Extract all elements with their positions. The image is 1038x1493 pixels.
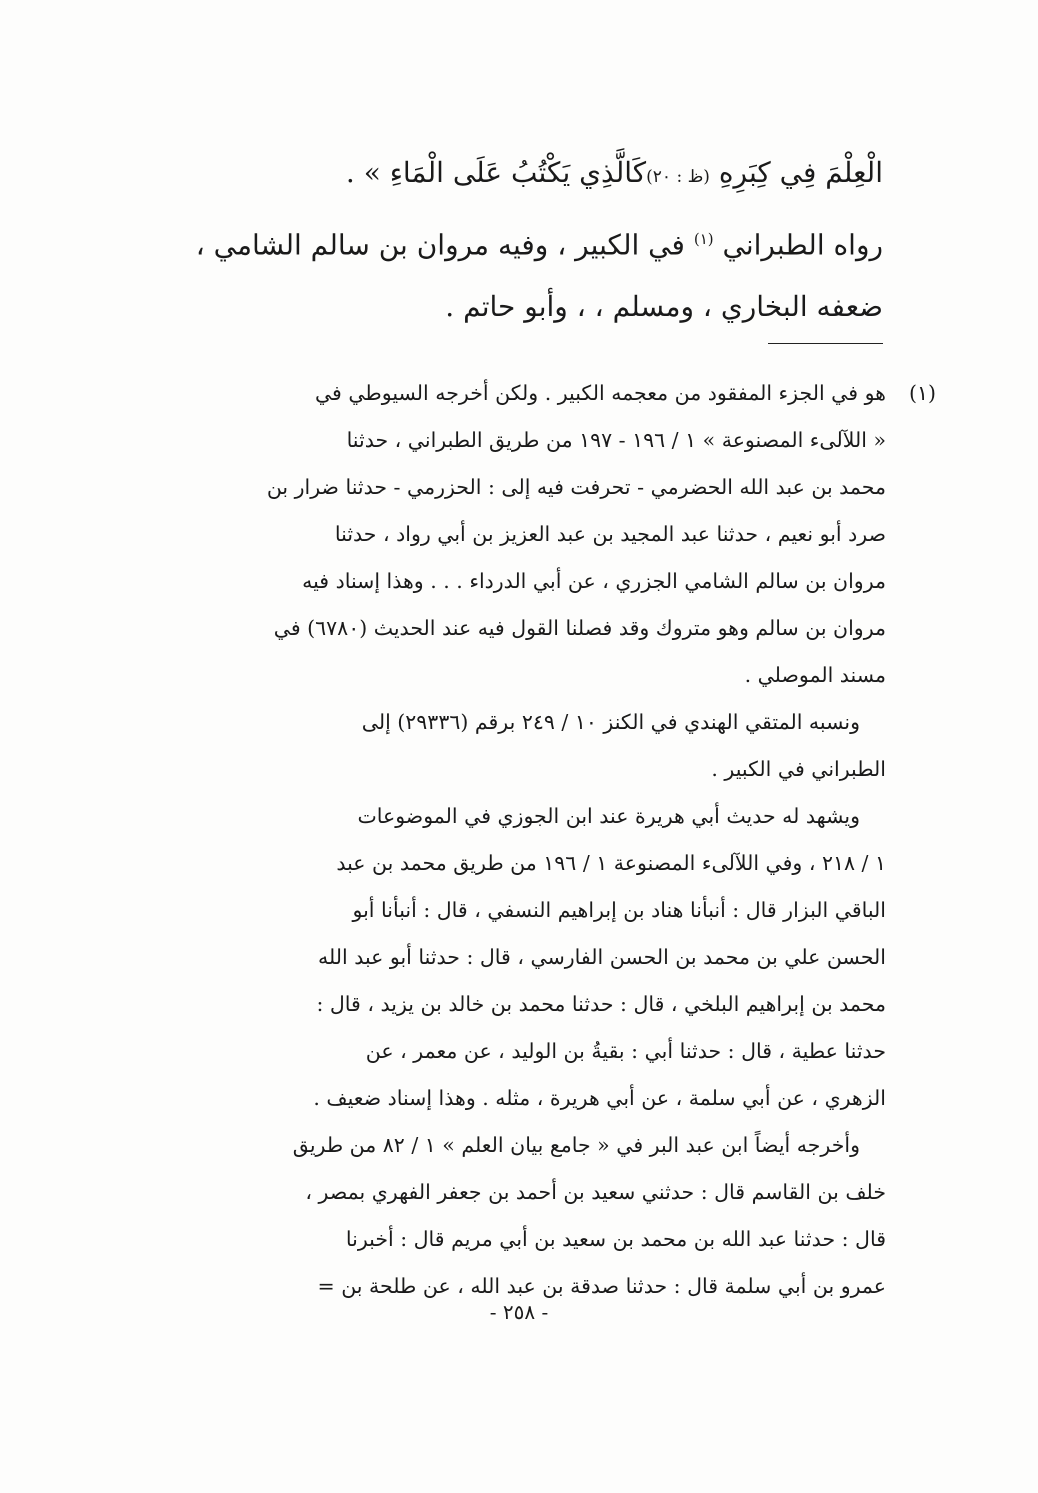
page-number: - ٢٥٨ - — [489, 1300, 549, 1324]
footnote-line: الحسن علي بن محمد بن الحسن الفارسي ، قال : حدثنا أبو عبد الله — [317, 945, 886, 969]
footnote-line: خلف بن القاسم قال : حدثني سعيد بن أحمد بن جعفر الفهري بمصر ، — [305, 1180, 886, 1204]
footnote-line: الطبراني في الكبير . — [711, 757, 886, 781]
footnote-line: صرد أبو نعيم ، حدثنا عبد المجيد بن عبد العزيز بن أبي رواد ، حدثنا — [334, 522, 886, 546]
narration-text: رواه الطبراني — [722, 228, 883, 262]
footnote-line: (١) هو في الجزء المفقود من معجمه الكبير . ولكن أخرجه السيوطي في — [201, 370, 886, 417]
footnote-line: محمد بن عبد الله الحضرمي - تحرفت فيه إلى : الحزرمي - حدثنا ضرار بن — [266, 475, 886, 499]
footnote-line: مروان بن سالم الشامي الجزري ، عن أبي الدرداء . . . وهذا إسناد فيه — [302, 569, 886, 593]
footnotes — [201, 370, 936, 1310]
footnote-line: محمد بن إبراهيم البلخي ، قال : حدثنا محمد بن خالد بن يزيد ، قال : — [316, 992, 886, 1016]
footnote-line: الباقي البزار قال : أنبأنا هناد بن إبراهيم النسفي ، قال : أنبأنا أبو — [352, 898, 886, 922]
narration-text: في الكبير ، وفيه مروان بن سالم الشامي ، — [195, 228, 685, 262]
footnote-line: حدثنا عطية ، قال : حدثنا أبي : بقيةُ بن الوليد ، عن معمر ، عن — [365, 1039, 886, 1063]
main-text-line — [153, 208, 883, 276]
footnote-line: عمرو بن أبي سلمة قال : حدثنا صدقة بن عبد الله ، عن طلحة بن = — [317, 1274, 886, 1298]
footnote-line: « اللآلىء المصنوعة » ١ / ١٩٦ - ١٩٧ من طريق الطبراني ، حدثنا — [346, 428, 886, 452]
narration-text: ضعفه البخاري ، ومسلم ، ، وأبو حاتم . — [445, 290, 883, 324]
footnote-separator — [768, 343, 883, 344]
hadith-text: كَالَّذِي يَكْتُبُ عَلَى الْمَاءِ » . — [345, 156, 647, 189]
footnote-marker: (١) — [908, 381, 936, 405]
main-text — [153, 142, 883, 338]
hadith-text: الْعِلْمَ فِي كِبَرِهِ — [718, 156, 883, 189]
footnote-line: الزهري ، عن أبي سلمة ، عن أبي هريرة ، مثله . وهذا إسناد ضعيف . — [313, 1086, 886, 1110]
footnote-reference: (١) — [693, 230, 714, 248]
manuscript-page-ref: (ظ : ٢٠) — [646, 167, 710, 187]
footnote-line: مسند الموصلي . — [744, 663, 886, 687]
footnote-line: مروان بن سالم وهو متروك وقد فصلنا القول فيه عند الحديث (٦٧٨٠) في — [273, 616, 886, 640]
footnote-line: ١ / ٢١٨ ، وفي اللآلىء المصنوعة ١ / ١٩٦ من طريق محمد بن عبد — [336, 851, 886, 875]
footnote-line: قال : حدثنا عبد الله بن محمد بن سعيد بن أبي مريم قال : أخبرنا — [345, 1227, 886, 1251]
main-text-line — [153, 142, 883, 208]
footnote-line: ونسبه المتقي الهندي في الكنز ١٠ / ٢٤٩ برقم (٢٩٣٣٦) إلى — [361, 710, 860, 734]
footnote-line: وأخرجه أيضاً ابن عبد البر في « جامع بيان العلم » ١ / ٨٢ من طريق — [292, 1133, 860, 1157]
footnote-line: ويشهد له حديث أبي هريرة عند ابن الجوزي في الموضوعات — [357, 804, 860, 828]
main-text-line — [153, 276, 883, 338]
